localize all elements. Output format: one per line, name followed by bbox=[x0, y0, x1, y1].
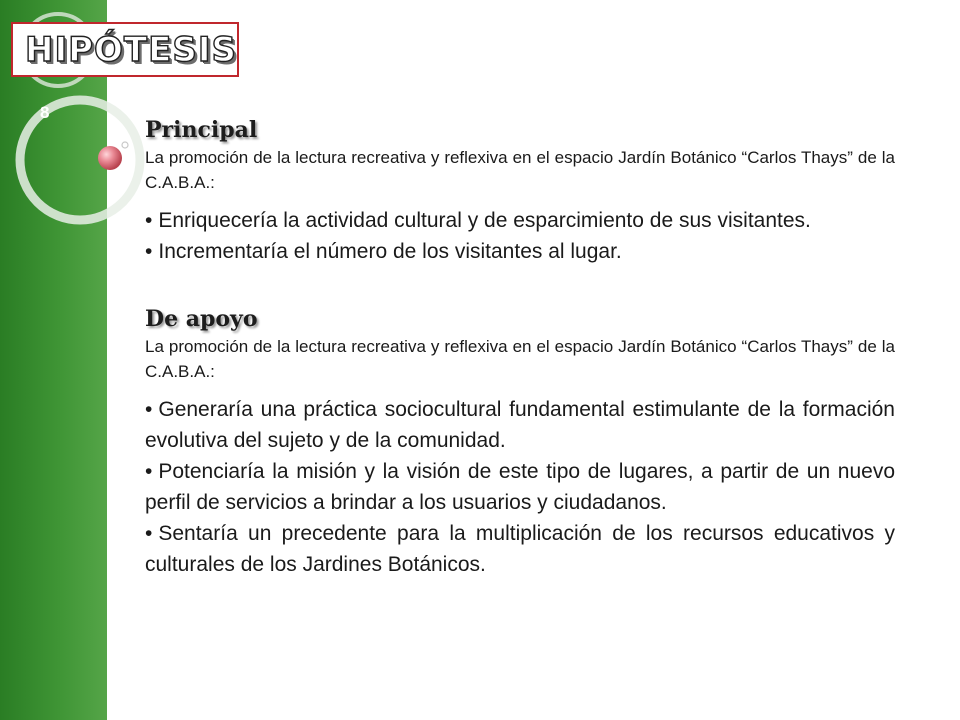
title-box bbox=[11, 22, 239, 77]
slide-title: HIPÓTESIS bbox=[25, 30, 237, 70]
bullet-dot-icon: • bbox=[145, 460, 153, 483]
slide-number: 8 bbox=[40, 103, 50, 122]
principal-section bbox=[145, 116, 895, 267]
bullet-item bbox=[145, 236, 895, 267]
tiny-ring bbox=[122, 142, 128, 148]
bullet-item bbox=[145, 456, 895, 518]
big-ring bbox=[20, 100, 140, 220]
apoyo-intro: La promoción de la lectura recreativa y reflexiva en el espacio Jardín Botánico “Carlos Thays” de la C.A.B.A.: bbox=[145, 337, 895, 381]
principal-intro: La promoción de la lectura recreativa y reflexiva en el espacio Jardín Botánico “Carlos Thays” de la C.A.B.A.: bbox=[145, 148, 895, 192]
bullet-dot-icon: • bbox=[145, 209, 153, 232]
apoyo-heading: De apoyo bbox=[145, 306, 258, 332]
bullet-text: Enriquecería la actividad cultural y de esparcimiento de sus visitantes. bbox=[158, 209, 811, 232]
slide-content bbox=[145, 116, 895, 580]
bullet-dot-icon: • bbox=[145, 240, 153, 263]
apoyo-section bbox=[145, 305, 895, 580]
pink-ball bbox=[98, 146, 122, 170]
bullet-text: Sentaría un precedente para la multiplicación de los recursos educativos y culturales de los Jardines Botánicos. bbox=[145, 522, 895, 576]
principal-heading: Principal bbox=[145, 117, 258, 143]
bullet-text: Generaría una práctica sociocultural fundamental estimulante de la formación evolutiva del sujeto y de la comunidad. bbox=[145, 398, 895, 452]
bullet-item bbox=[145, 394, 895, 456]
bullet-item bbox=[145, 518, 895, 580]
bullet-item bbox=[145, 205, 895, 236]
apoyo-bullets bbox=[145, 394, 895, 580]
bullet-text: Potenciaría la misión y la visión de este tipo de lugares, a partir de un nuevo perfil de servicios a brindar a los usuarios y ciudadanos. bbox=[145, 460, 895, 514]
bullet-text: Incrementaría el número de los visitantes al lugar. bbox=[158, 240, 622, 263]
bullet-dot-icon: • bbox=[145, 522, 153, 545]
principal-bullets bbox=[145, 205, 895, 267]
bullet-dot-icon: • bbox=[145, 398, 153, 421]
